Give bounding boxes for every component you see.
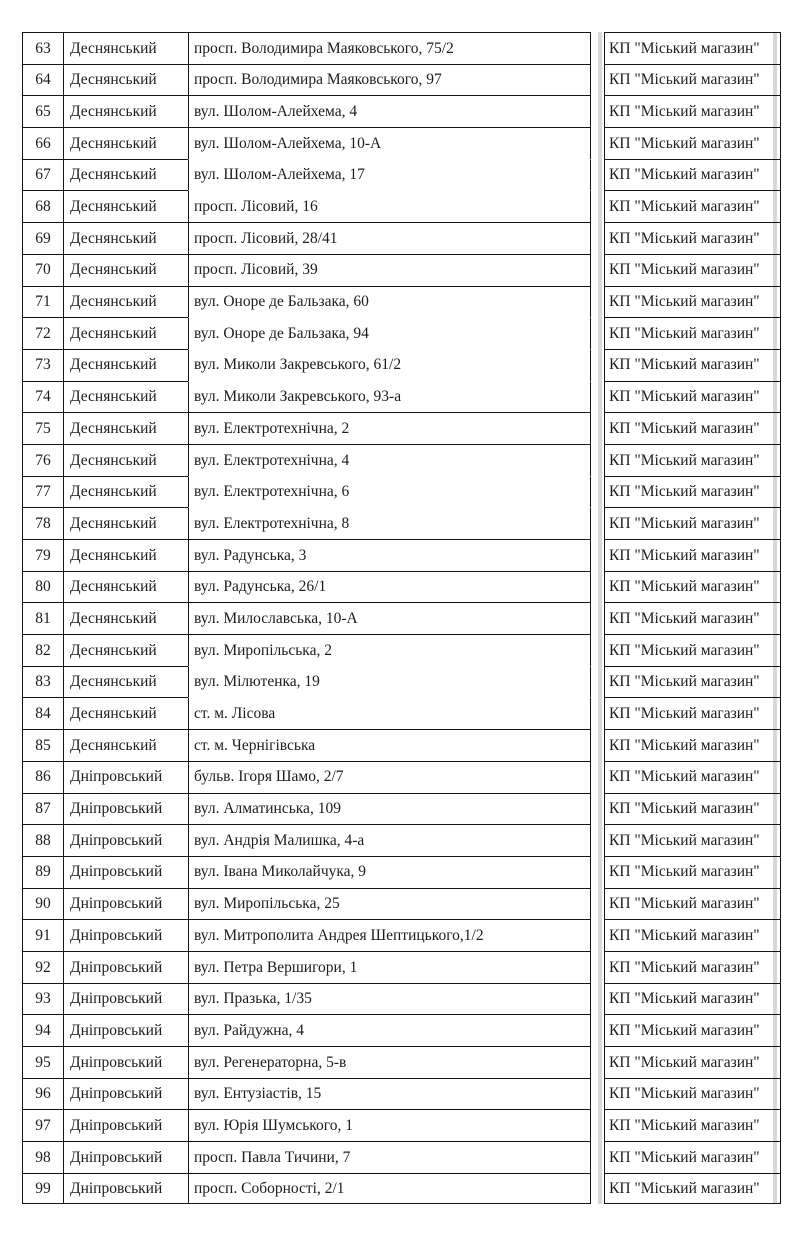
cell-supplier: КП "Міський магазин" [604,729,781,761]
column-gap [591,634,604,666]
cell-supplier: КП "Міський магазин" [604,1046,781,1078]
cell-district: Деснянський [63,507,188,539]
column-gap [591,1109,604,1141]
cell-address: просп. Лісовий, 39 [188,254,591,286]
cell-district: Дніпровський [63,856,188,888]
column-gap [591,286,604,318]
column-gap [591,761,604,793]
cell-address: вул. Шолом-Алейхема, 17 [188,159,591,191]
table-row [22,476,781,508]
cell-district: Деснянський [63,222,188,254]
cell-supplier: КП "Міський магазин" [604,1141,781,1173]
table-row [22,64,781,96]
cell-district: Деснянський [63,539,188,571]
cell-row-number: 68 [22,190,63,222]
cell-row-number: 88 [22,824,63,856]
cell-district: Деснянський [63,349,188,381]
cell-address: просп. Павла Тичини, 7 [188,1141,591,1173]
cell-district: Дніпровський [63,983,188,1015]
cell-address: вул. Електротехнічна, 6 [188,476,591,508]
column-gap [591,602,604,634]
column-gap [591,666,604,698]
cell-district: Дніпровський [63,1173,188,1205]
cell-supplier: КП "Міський магазин" [604,793,781,825]
cell-district: Дніпровський [63,761,188,793]
column-gap [591,1078,604,1110]
column-gap [591,1014,604,1046]
table-row [22,127,781,159]
table-row [22,856,781,888]
cell-address: вул. Електротехнічна, 2 [188,412,591,444]
cell-row-number: 76 [22,444,63,476]
cell-row-number: 64 [22,64,63,96]
column-gap [591,317,604,349]
column-gap [591,856,604,888]
cell-address: просп. Володимира Маяковського, 75/2 [188,32,591,64]
table-row [22,95,781,127]
table-row [22,412,781,444]
cell-row-number: 83 [22,666,63,698]
cell-address: ст. м. Чернігівська [188,729,591,761]
column-gap [591,381,604,413]
cell-supplier: КП "Міський магазин" [604,444,781,476]
cell-supplier: КП "Міський магазин" [604,634,781,666]
cell-district: Деснянський [63,381,188,413]
cell-row-number: 96 [22,1078,63,1110]
cell-row-number: 75 [22,412,63,444]
cell-district: Деснянський [63,444,188,476]
cell-address: вул. Миропільська, 2 [188,634,591,666]
cell-district: Деснянський [63,64,188,96]
cell-supplier: КП "Міський магазин" [604,127,781,159]
cell-row-number: 80 [22,571,63,603]
cell-address: вул. Андрія Малишка, 4-а [188,824,591,856]
table-row [22,1078,781,1110]
cell-district: Деснянський [63,602,188,634]
cell-supplier: КП "Міський магазин" [604,381,781,413]
table-row [22,222,781,254]
cell-district: Дніпровський [63,1109,188,1141]
cell-address: ст. м. Лісова [188,697,591,729]
table-row [22,539,781,571]
table-row [22,286,781,318]
cell-district: Деснянський [63,634,188,666]
cell-row-number: 94 [22,1014,63,1046]
cell-district: Дніпровський [63,1078,188,1110]
table-row [22,349,781,381]
column-gap [591,222,604,254]
cell-supplier: КП "Міський магазин" [604,412,781,444]
table-row [22,1173,781,1205]
cell-district: Дніпровський [63,919,188,951]
table-row [22,983,781,1015]
cell-address: вул. Радунська, 26/1 [188,571,591,603]
column-gap [591,697,604,729]
cell-address: вул. Миколи Закревського, 93-а [188,381,591,413]
cell-address: просп. Лісовий, 28/41 [188,222,591,254]
cell-row-number: 63 [22,32,63,64]
cell-address: вул. Регенераторна, 5-в [188,1046,591,1078]
column-gap [591,32,604,64]
cell-address: вул. Юрія Шумського, 1 [188,1109,591,1141]
cell-supplier: КП "Міський магазин" [604,539,781,571]
cell-address: вул. Миропільська, 25 [188,888,591,920]
cell-address: вул. Миколи Закревського, 61/2 [188,349,591,381]
table-row [22,444,781,476]
cell-supplier: КП "Міський магазин" [604,286,781,318]
cell-supplier: КП "Міський магазин" [604,697,781,729]
column-gap [591,476,604,508]
cell-row-number: 97 [22,1109,63,1141]
cell-row-number: 81 [22,602,63,634]
column-gap [591,1173,604,1205]
cell-row-number: 69 [22,222,63,254]
cell-row-number: 79 [22,539,63,571]
table-row [22,602,781,634]
cell-supplier: КП "Міський магазин" [604,64,781,96]
column-gap [591,919,604,951]
column-gap [591,729,604,761]
cell-district: Деснянський [63,190,188,222]
cell-district: Деснянський [63,286,188,318]
column-gap [591,412,604,444]
column-gap [591,824,604,856]
cell-row-number: 71 [22,286,63,318]
cell-row-number: 78 [22,507,63,539]
cell-row-number: 86 [22,761,63,793]
cell-district: Дніпровський [63,951,188,983]
column-gap [591,983,604,1015]
cell-district: Деснянський [63,412,188,444]
cell-row-number: 99 [22,1173,63,1205]
cell-address: вул. Оноре де Бальзака, 60 [188,286,591,318]
column-gap [591,190,604,222]
cell-row-number: 70 [22,254,63,286]
cell-address: вул. Петра Вершигори, 1 [188,951,591,983]
cell-district: Деснянський [63,317,188,349]
cell-district: Деснянський [63,95,188,127]
cell-district: Дніпровський [63,793,188,825]
cell-supplier: КП "Міський магазин" [604,856,781,888]
cell-supplier: КП "Міський магазин" [604,159,781,191]
cell-row-number: 67 [22,159,63,191]
column-gap [591,793,604,825]
table-row [22,159,781,191]
cell-address: вул. Івана Миколайчука, 9 [188,856,591,888]
cell-address: вул. Мілютенка, 19 [188,666,591,698]
cell-supplier: КП "Міський магазин" [604,190,781,222]
cell-row-number: 66 [22,127,63,159]
cell-supplier: КП "Міський магазин" [604,951,781,983]
column-gap [591,254,604,286]
table-row [22,317,781,349]
cell-supplier: КП "Міський магазин" [604,95,781,127]
cell-address: вул. Оноре де Бальзака, 94 [188,317,591,349]
table-row [22,507,781,539]
cell-row-number: 82 [22,634,63,666]
table-row [22,951,781,983]
cell-district: Дніпровський [63,1014,188,1046]
table-row [22,571,781,603]
cell-address: вул. Митрополита Андрея Шептицького,1/2 [188,919,591,951]
column-gap [591,127,604,159]
cell-district: Дніпровський [63,1046,188,1078]
cell-supplier: КП "Міський магазин" [604,761,781,793]
cell-row-number: 77 [22,476,63,508]
cell-address: бульв. Ігоря Шамо, 2/7 [188,761,591,793]
supplier-address-table [22,32,781,1204]
column-gap [591,349,604,381]
cell-address: просп. Володимира Маяковського, 97 [188,64,591,96]
cell-supplier: КП "Міський магазин" [604,1173,781,1205]
cell-supplier: КП "Міський магазин" [604,888,781,920]
cell-district: Деснянський [63,729,188,761]
cell-district: Деснянський [63,571,188,603]
cell-row-number: 73 [22,349,63,381]
cell-supplier: КП "Міський магазин" [604,32,781,64]
cell-district: Деснянський [63,127,188,159]
cell-district: Дніпровський [63,1141,188,1173]
cell-row-number: 72 [22,317,63,349]
cell-supplier: КП "Міський магазин" [604,602,781,634]
table-row [22,254,781,286]
cell-district: Деснянський [63,159,188,191]
cell-address: вул. Електротехнічна, 4 [188,444,591,476]
cell-row-number: 89 [22,856,63,888]
cell-row-number: 87 [22,793,63,825]
cell-row-number: 93 [22,983,63,1015]
table-row [22,1014,781,1046]
cell-address: вул. Електротехнічна, 8 [188,507,591,539]
table-row [22,1046,781,1078]
cell-address: вул. Алматинська, 109 [188,793,591,825]
table-body [22,32,781,1204]
cell-supplier: КП "Міський магазин" [604,507,781,539]
cell-supplier: КП "Міський магазин" [604,254,781,286]
cell-address: вул. Ентузіастів, 15 [188,1078,591,1110]
cell-row-number: 98 [22,1141,63,1173]
cell-supplier: КП "Міський магазин" [604,317,781,349]
column-gap [591,571,604,603]
cell-address: вул. Празька, 1/35 [188,983,591,1015]
cell-supplier: КП "Міський магазин" [604,571,781,603]
column-gap [591,159,604,191]
table-row [22,697,781,729]
cell-address: вул. Радунська, 3 [188,539,591,571]
table-row [22,1109,781,1141]
cell-district: Деснянський [63,254,188,286]
column-gap [591,1141,604,1173]
cell-district: Деснянський [63,32,188,64]
cell-district: Деснянський [63,697,188,729]
cell-supplier: КП "Міський магазин" [604,476,781,508]
cell-district: Деснянський [63,666,188,698]
column-gap [591,95,604,127]
table-row [22,32,781,64]
table-row [22,919,781,951]
table-row [22,1141,781,1173]
cell-row-number: 90 [22,888,63,920]
table-row [22,824,781,856]
cell-row-number: 84 [22,697,63,729]
column-gap [591,444,604,476]
table-row [22,381,781,413]
column-gap [591,64,604,96]
cell-address: вул. Райдужна, 4 [188,1014,591,1046]
cell-supplier: КП "Міський магазин" [604,824,781,856]
column-gap [591,1046,604,1078]
table-row [22,729,781,761]
cell-supplier: КП "Міський магазин" [604,222,781,254]
cell-row-number: 85 [22,729,63,761]
cell-supplier: КП "Міський магазин" [604,1109,781,1141]
table-row [22,190,781,222]
cell-row-number: 65 [22,95,63,127]
cell-supplier: КП "Міський магазин" [604,666,781,698]
cell-address: просп. Лісовий, 16 [188,190,591,222]
cell-supplier: КП "Міський магазин" [604,919,781,951]
cell-row-number: 74 [22,381,63,413]
cell-district: Дніпровський [63,888,188,920]
column-gap [591,888,604,920]
cell-district: Деснянський [63,476,188,508]
cell-row-number: 91 [22,919,63,951]
table-row [22,888,781,920]
table-row [22,634,781,666]
table-row [22,761,781,793]
column-gap [591,507,604,539]
cell-address: просп. Соборності, 2/1 [188,1173,591,1205]
table-row [22,666,781,698]
cell-supplier: КП "Міський магазин" [604,983,781,1015]
column-gap [591,539,604,571]
cell-supplier: КП "Міський магазин" [604,1014,781,1046]
cell-supplier: КП "Міський магазин" [604,1078,781,1110]
cell-supplier: КП "Міський магазин" [604,349,781,381]
cell-district: Дніпровський [63,824,188,856]
cell-address: вул. Милославська, 10-А [188,602,591,634]
table-row [22,793,781,825]
cell-address: вул. Шолом-Алейхема, 10-А [188,127,591,159]
column-gap [591,951,604,983]
cell-address: вул. Шолом-Алейхема, 4 [188,95,591,127]
cell-row-number: 95 [22,1046,63,1078]
cell-row-number: 92 [22,951,63,983]
